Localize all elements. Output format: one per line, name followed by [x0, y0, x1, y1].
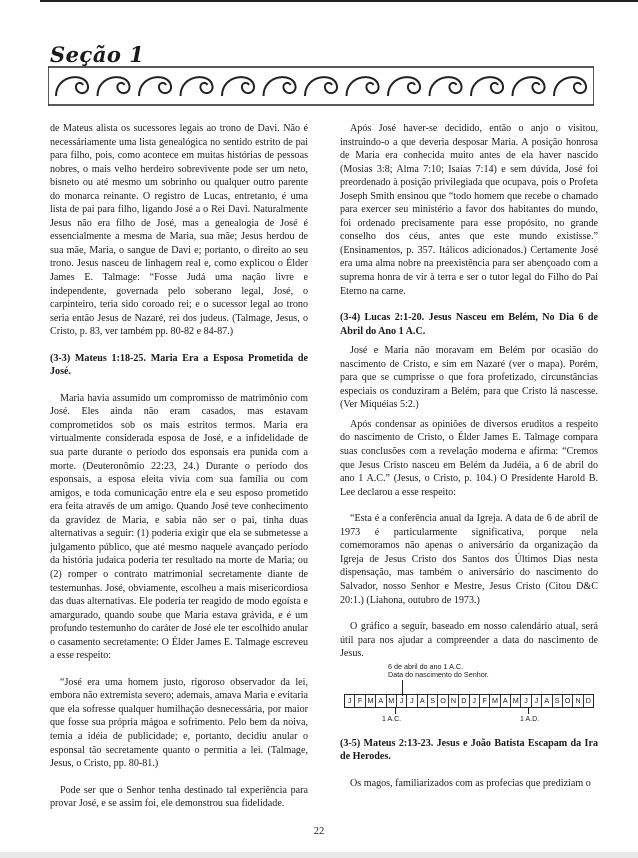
- month-cell: S: [428, 695, 438, 707]
- paragraph: Os magos, familiarizados com as profecias que prediziam o: [350, 777, 591, 789]
- month-cell: S: [553, 695, 563, 707]
- month-cell: A: [501, 695, 511, 707]
- scroll-ornament: [56, 77, 88, 96]
- month-cell: D: [585, 695, 591, 705]
- month-cell: J: [407, 695, 417, 707]
- scroll-ornament: [347, 77, 379, 96]
- month-cell: N: [449, 695, 459, 707]
- paragraph: Após condensar as opiniões de diversos eruditos a respeito do nascimento de Cristo, o Élder James E. Talmage compara suas conclusões com a revelação moderna e afirma: “Cremos que Jesus Cristo nasceu em Belém da Judéia, a 6 de abril do ano 1 A.C.” (Jesus, o Cristo, p. 104.) O Presidente Harold B. Lee declarou a esse respeito:: [340, 418, 598, 498]
- month-cell: O: [563, 695, 573, 707]
- right-column: [340, 122, 598, 790]
- scroll-ornament: [554, 77, 586, 96]
- section-heading: (3-3) Mateus 1:18-25. Maria Era a Esposa Prometida de José.: [50, 352, 308, 378]
- bottom-rule: [0, 852, 638, 858]
- paragraph: José e Maria não moravam em Belém por ocasião do nascimento de Cristo, e sim em Nazaré (ver o mapa). Porém, para que se cumprisse o que fora profetizado, circunstâncias especiais os conduziram a Belém, para que Cristo lá nascesse. (Ver Miquéias 5:2.): [340, 345, 598, 411]
- month-cell: J: [532, 695, 542, 707]
- left-column: [50, 122, 308, 811]
- chart-caption-line: 6 de abril do ano 1 A.C.: [388, 661, 464, 671]
- month-cell: A: [418, 695, 428, 707]
- month-cell: J: [470, 695, 480, 707]
- paragraph: O gráfico a seguir, baseado em nosso calendário atual, será útil para nos ajudar a compreender a data do nascimento de Jesus.: [340, 621, 598, 660]
- scroll-ornament: [430, 77, 462, 96]
- scroll-ornament: [513, 77, 545, 96]
- month-cell: A: [542, 695, 552, 707]
- month-cell: A: [376, 695, 386, 707]
- era-label-ad: 1 A.D.: [520, 715, 540, 723]
- block-quote: “Esta é a conferência anual da Igreja. A data de 6 de abril de 1973 é particularmente significativa, porque nela comemoramos não apenas o aniversário da organização da Igreja de Jesus Cristo dos Santos dos Últimos Dias nesta dispensação, mas também o aniversário do nascimento do Salvador, nosso Senhor e Mestre, Jesus Cristo (Citou D&C 20:1.) (Liahona, outubro de 1973.): [340, 513, 598, 606]
- section-heading: (3-4) Lucas 2:1-20. Jesus Nasceu em Belém, No Dia 6 de Abril do Ano 1 A.C.: [340, 312, 598, 337]
- month-cell: M: [366, 695, 376, 707]
- scroll-ornament: [181, 77, 213, 96]
- scroll-ornament: [222, 77, 254, 96]
- month-strip: [344, 694, 594, 708]
- block-quote: “José era uma homem justo, rigoroso observador da lei, embora não extremista severo; ademais, amava Maria e evitaria que ela sofresse qualquer humilhação desnecessária, por maior que fosse sua própria mágoa e sofrimento. Pelo bem da noiva, temia a idéia de publicidade; e, portanto, decidiu anular o esponsal tão secretamente quanto o permitia a lei. (Talmage, Jesus, o Cristo, pp. 80-81.): [50, 676, 308, 770]
- calendar-chart: [340, 663, 598, 737]
- scroll-ornament: [139, 77, 171, 96]
- month-cell: F: [355, 695, 365, 707]
- era-label-bc: 1 A.C.: [382, 715, 402, 723]
- month-cell: F: [480, 695, 490, 707]
- month-cell: J: [521, 695, 531, 707]
- section-heading: (3-5) Mateus 2:13-23. Jesus e João Batista Escapam da Ira de Herodes.: [340, 737, 598, 763]
- month-cell: J: [345, 695, 355, 707]
- paragraph: de Mateus alista os sucessores legais ao trono de Davi. Não é necessáriamente uma lista genealógica no sentido estrito de pai para filho, pois, como acontece em muitas histórias de pessoas nobres, o mais velho herdeiro sobrevivente pode ser um neto, bisneto ou até mesmo um sobrinho ou qualquer outro parente do monarca reinante. O registro de Lucas, entretanto, é uma lista de pai para filho, ligando José a o Rei Davi. Naturalmente Jesus não era filho de José, mas a genealogia de José é essencialmente a mesma de Maria, sua mãe; Jesus herdou de sua mãe, Maria, o sangue de Davi e; portanto, o direito ao seu trono. Jesus nasceu de linhagem real e, como explicou o Élder James E. Talmage: “Fosse Judá uma nação livre e independente, governada pelo soberano legal, José, o carpinteiro, teria sido coroado rei; e o sucessor legal ao trono seria então Jesus de Nazaré, rei dos judeus. (Talmage, Jesus, o Cristo, p. 83, ver também pp. 80-82 e 84-87.): [50, 123, 308, 338]
- scroll-ornament: [471, 77, 503, 96]
- paragraph: Maria havia assumido um compromisso de matrimônio com José. Eles ainda não eram casados, mas estavam comprometidos sob os mais estritos termos. Maria era virtualmente considerada esposa de José, e a infidelidade de sua parte durante o período dos esponsais era punida com a morte. (Deuteronômio 22:23, 24.) Durante o período dos esponsais, a esposa eleita vivia com sua família ou com amigos, e toda comunicação entre ela e seu esposo prometido era feita através de um amigo. Quando José teve conhecimento da gravidez de Maria, e sabia não ser o pai, tinha duas alternativas a seguir: (1) poderia exigir que ela se submetesse a julgamento público, que até mesmo naquele avançado período da história judaica poderia ter resultado na morte de Maria; ou (2) romper o contrato matrimonial secretamente diante de testemunhas. José, obviamente, escolheu a mais misericordiosa das duas alternativas. Ele poderia ter reagido de modo egoísta e amargurado, quando soube que Maria estava grávida, e é um profundo testemunho do caráter de José ele ter escolhido anular o casamento secretamente: O Élder James E. Talmage escreveu a esse respeito:: [50, 392, 308, 662]
- month-cell: D: [459, 695, 469, 707]
- month-cell: M: [511, 695, 521, 707]
- scroll-ornament: [264, 77, 296, 96]
- decorative-border: [48, 66, 594, 106]
- month-cell: M: [490, 695, 500, 707]
- paragraph: Após José haver-se decidido, então o anjo o visitou, instruindo-o a que deveria desposar Maria. A posição honrosa de Maria era conhecida muito antes de ela haver nascido (Mosias 3:8; Alma 7:10; Isaías 7:14) e sem dúvida, José foi preordenado à posição privilegiada que ocupava, pois o Profeta Joseph Smith ensinou que “todo homem que recebe o chamado para exercer seu ministério a favor dos habitantes do mundo, foi ordenado precisamente para esse propósito, no grande conselho dos céus, antes que este mundo existisse.” (Ensinamentos, p. 357. Itálicos adicionados.) Certamente José era uma alma nobre na preexistência para ser abençoado com a suprema honra de vir à terra e ser o tutor legal do Filho do Pai Eterno na carne.: [340, 123, 598, 297]
- page-number: 22: [313, 826, 325, 837]
- scroll-ornament: [388, 77, 420, 96]
- month-cell: N: [573, 695, 583, 707]
- month-cell: M: [387, 695, 397, 707]
- section-title: Seção 1: [50, 42, 145, 67]
- chart-caption-line: Data do nascimento do Senhor.: [388, 670, 489, 680]
- chart-caption: [388, 663, 489, 680]
- top-rule: [40, 0, 638, 2]
- paragraph: Pode ser que o Senhor tenha destinado tal experiência para provar José, e se assim foi, ele demonstrou sua fidelidade.: [50, 784, 308, 810]
- scroll-ornament: [98, 77, 130, 96]
- scroll-ornament: [305, 77, 337, 96]
- month-cell: O: [438, 695, 448, 707]
- month-cell: J: [397, 695, 407, 707]
